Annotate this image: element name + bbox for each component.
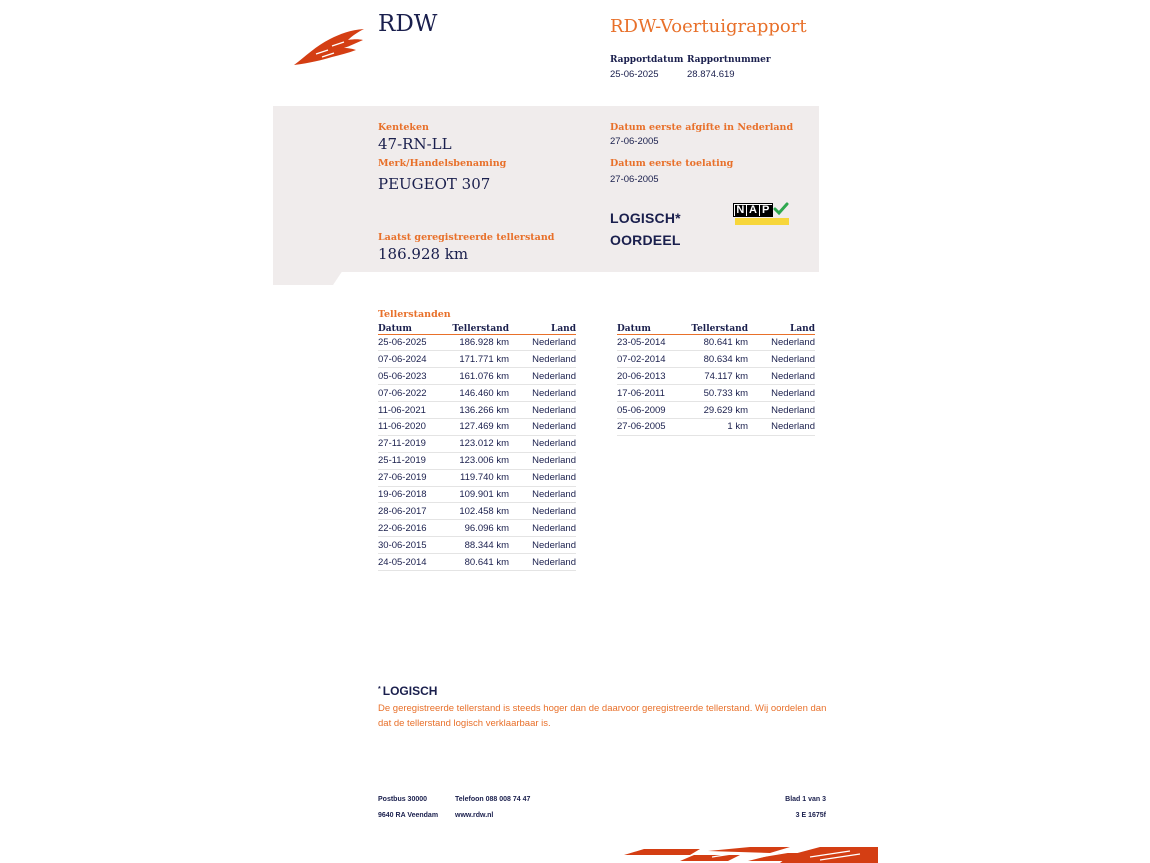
footer-city: 9640 RA Veendam bbox=[378, 812, 439, 819]
table-row bbox=[378, 334, 576, 351]
footnote-title bbox=[378, 684, 437, 698]
column-header-country: Land bbox=[509, 322, 576, 334]
report-date: 25-06-2025 bbox=[610, 69, 659, 80]
cell-date: 25-11-2019 bbox=[378, 452, 448, 469]
table-row bbox=[378, 402, 576, 419]
column-header-km: Tellerstand bbox=[687, 322, 748, 334]
cell-km: 80.634 km bbox=[687, 351, 748, 368]
cell-country: Nederland bbox=[748, 351, 815, 368]
cell-km: 146.460 km bbox=[448, 385, 509, 402]
nap-logo bbox=[733, 203, 773, 217]
cell-country: Nederland bbox=[509, 368, 576, 385]
cell-date: 23-05-2014 bbox=[617, 334, 687, 351]
cell-km: 29.629 km bbox=[687, 402, 748, 419]
table-row bbox=[378, 503, 576, 520]
cell-country: Nederland bbox=[509, 486, 576, 503]
table-row bbox=[617, 418, 815, 435]
cell-country: Nederland bbox=[509, 385, 576, 402]
table-row bbox=[378, 537, 576, 554]
cell-date: 11-06-2021 bbox=[378, 402, 448, 419]
cell-country: Nederland bbox=[748, 418, 815, 435]
cell-km: 96.096 km bbox=[448, 520, 509, 537]
footer-website[interactable]: www.rdw.nl bbox=[455, 812, 494, 819]
meter-readings-title: Tellerstanden bbox=[378, 309, 451, 320]
cell-date: 27-06-2005 bbox=[617, 418, 687, 435]
table-row bbox=[378, 368, 576, 385]
cell-km: 80.641 km bbox=[448, 554, 509, 571]
table-row bbox=[378, 435, 576, 452]
cell-country: Nederland bbox=[509, 537, 576, 554]
first-registration-nl-value: 27-06-2005 bbox=[610, 136, 659, 147]
rdw-stripes-decoration bbox=[620, 845, 878, 863]
cell-date: 28-06-2017 bbox=[378, 503, 448, 520]
cell-km: 74.117 km bbox=[687, 368, 748, 385]
cell-km: 50.733 km bbox=[687, 385, 748, 402]
table-row bbox=[617, 351, 815, 368]
cell-km: 136.266 km bbox=[448, 402, 509, 419]
table-row bbox=[378, 469, 576, 486]
cell-country: Nederland bbox=[509, 402, 576, 419]
cell-date: 07-06-2024 bbox=[378, 351, 448, 368]
report-date-label: Rapportdatum bbox=[610, 55, 684, 65]
cell-country: Nederland bbox=[748, 402, 815, 419]
nap-letter: A bbox=[749, 203, 757, 216]
cell-country: Nederland bbox=[509, 469, 576, 486]
verdict-line-1: LOGISCH* bbox=[610, 210, 681, 226]
report-number-label: Rapportnummer bbox=[687, 55, 771, 65]
column-header-date: Datum bbox=[617, 322, 687, 334]
panel-notch bbox=[273, 270, 343, 286]
meter-table-left bbox=[378, 322, 576, 571]
cell-date: 07-06-2022 bbox=[378, 385, 448, 402]
footer-code: 3 E 1675f bbox=[795, 812, 826, 819]
table-row bbox=[378, 452, 576, 469]
report-number: 28.874.619 bbox=[687, 69, 735, 80]
cell-date: 19-06-2018 bbox=[378, 486, 448, 503]
cell-km: 102.458 km bbox=[448, 503, 509, 520]
report-title: RDW-Voertuigrapport bbox=[610, 16, 807, 37]
table-row bbox=[617, 368, 815, 385]
verdict-line-2: OORDEEL bbox=[610, 232, 681, 248]
cell-km: 161.076 km bbox=[448, 368, 509, 385]
cell-country: Nederland bbox=[509, 351, 576, 368]
rdw-logo-icon bbox=[292, 26, 366, 68]
meter-table-right-body bbox=[617, 334, 815, 435]
cell-date: 17-06-2011 bbox=[617, 385, 687, 402]
cell-date: 05-06-2023 bbox=[378, 368, 448, 385]
cell-km: 119.740 km bbox=[448, 469, 509, 486]
cell-country: Nederland bbox=[509, 554, 576, 571]
brand-name: RDW bbox=[378, 11, 438, 37]
cell-country: Nederland bbox=[509, 418, 576, 435]
first-admission-value: 27-06-2005 bbox=[610, 174, 659, 185]
cell-date: 22-06-2016 bbox=[378, 520, 448, 537]
column-header-country: Land bbox=[748, 322, 815, 334]
nap-yellow-bar bbox=[735, 218, 789, 225]
cell-km: 186.928 km bbox=[448, 334, 509, 351]
nap-badge bbox=[733, 203, 789, 226]
cell-date: 20-06-2013 bbox=[617, 368, 687, 385]
first-admission-label: Datum eerste toelating bbox=[610, 158, 734, 169]
make-label: Merk/Handelsbenaming bbox=[378, 158, 507, 169]
table-row bbox=[378, 418, 576, 435]
cell-country: Nederland bbox=[509, 435, 576, 452]
checkmark-icon bbox=[773, 201, 789, 217]
table-row bbox=[378, 520, 576, 537]
cell-date: 11-06-2020 bbox=[378, 418, 448, 435]
cell-date: 27-11-2019 bbox=[378, 435, 448, 452]
cell-km: 127.469 km bbox=[448, 418, 509, 435]
cell-km: 109.901 km bbox=[448, 486, 509, 503]
column-header-date: Datum bbox=[378, 322, 448, 334]
meter-table-right bbox=[617, 322, 815, 436]
nap-letter: P bbox=[760, 205, 772, 216]
table-row bbox=[617, 402, 815, 419]
table-row bbox=[378, 351, 576, 368]
plate-value: 47-RN-LL bbox=[378, 135, 452, 153]
cell-km: 80.641 km bbox=[687, 334, 748, 351]
cell-country: Nederland bbox=[748, 385, 815, 402]
first-registration-nl-label: Datum eerste afgifte in Nederland bbox=[610, 122, 794, 133]
cell-km: 1 km bbox=[687, 418, 748, 435]
cell-country: Nederland bbox=[509, 452, 576, 469]
nap-letter: N bbox=[736, 203, 745, 216]
cell-date: 24-05-2014 bbox=[378, 554, 448, 571]
table-row bbox=[617, 385, 815, 402]
footer-postbus: Postbus 30000 bbox=[378, 796, 428, 803]
meter-table-left-body bbox=[378, 334, 576, 570]
make-value: PEUGEOT 307 bbox=[378, 175, 491, 193]
footnote-text: De geregistreerde tellerstand is steeds hoger dan de daarvoor geregistreerde tellerstand. Wij oordelen dan dat de tellerstand logisch verklaarbaar is. bbox=[378, 703, 827, 729]
table-row bbox=[378, 554, 576, 571]
cell-country: Nederland bbox=[748, 334, 815, 351]
cell-km: 123.006 km bbox=[448, 452, 509, 469]
cell-date: 25-06-2025 bbox=[378, 334, 448, 351]
footnote-marker: * bbox=[378, 686, 381, 693]
verdict bbox=[610, 207, 681, 251]
footer-phone: Telefoon 088 008 74 47 bbox=[455, 796, 531, 803]
cell-km: 171.771 km bbox=[448, 351, 509, 368]
cell-date: 05-06-2009 bbox=[617, 402, 687, 419]
last-meter-value: 186.928 km bbox=[378, 245, 469, 263]
cell-country: Nederland bbox=[509, 520, 576, 537]
cell-date: 30-06-2015 bbox=[378, 537, 448, 554]
cell-date: 27-06-2019 bbox=[378, 469, 448, 486]
plate-label: Kenteken bbox=[378, 122, 429, 133]
cell-date: 07-02-2014 bbox=[617, 351, 687, 368]
table-header-row bbox=[617, 322, 815, 334]
cell-country: Nederland bbox=[509, 334, 576, 351]
table-row bbox=[378, 385, 576, 402]
cell-km: 123.012 km bbox=[448, 435, 509, 452]
cell-country: Nederland bbox=[748, 368, 815, 385]
footer-page-number: Blad 1 van 3 bbox=[785, 796, 826, 803]
table-row bbox=[378, 486, 576, 503]
last-meter-label: Laatst geregistreerde tellerstand bbox=[378, 232, 555, 243]
footnote-title-text: LOGISCH bbox=[382, 684, 438, 698]
table-header-row bbox=[378, 322, 576, 334]
cell-km: 88.344 km bbox=[448, 537, 509, 554]
column-header-km: Tellerstand bbox=[448, 322, 509, 334]
table-row bbox=[617, 334, 815, 351]
cell-country: Nederland bbox=[509, 503, 576, 520]
